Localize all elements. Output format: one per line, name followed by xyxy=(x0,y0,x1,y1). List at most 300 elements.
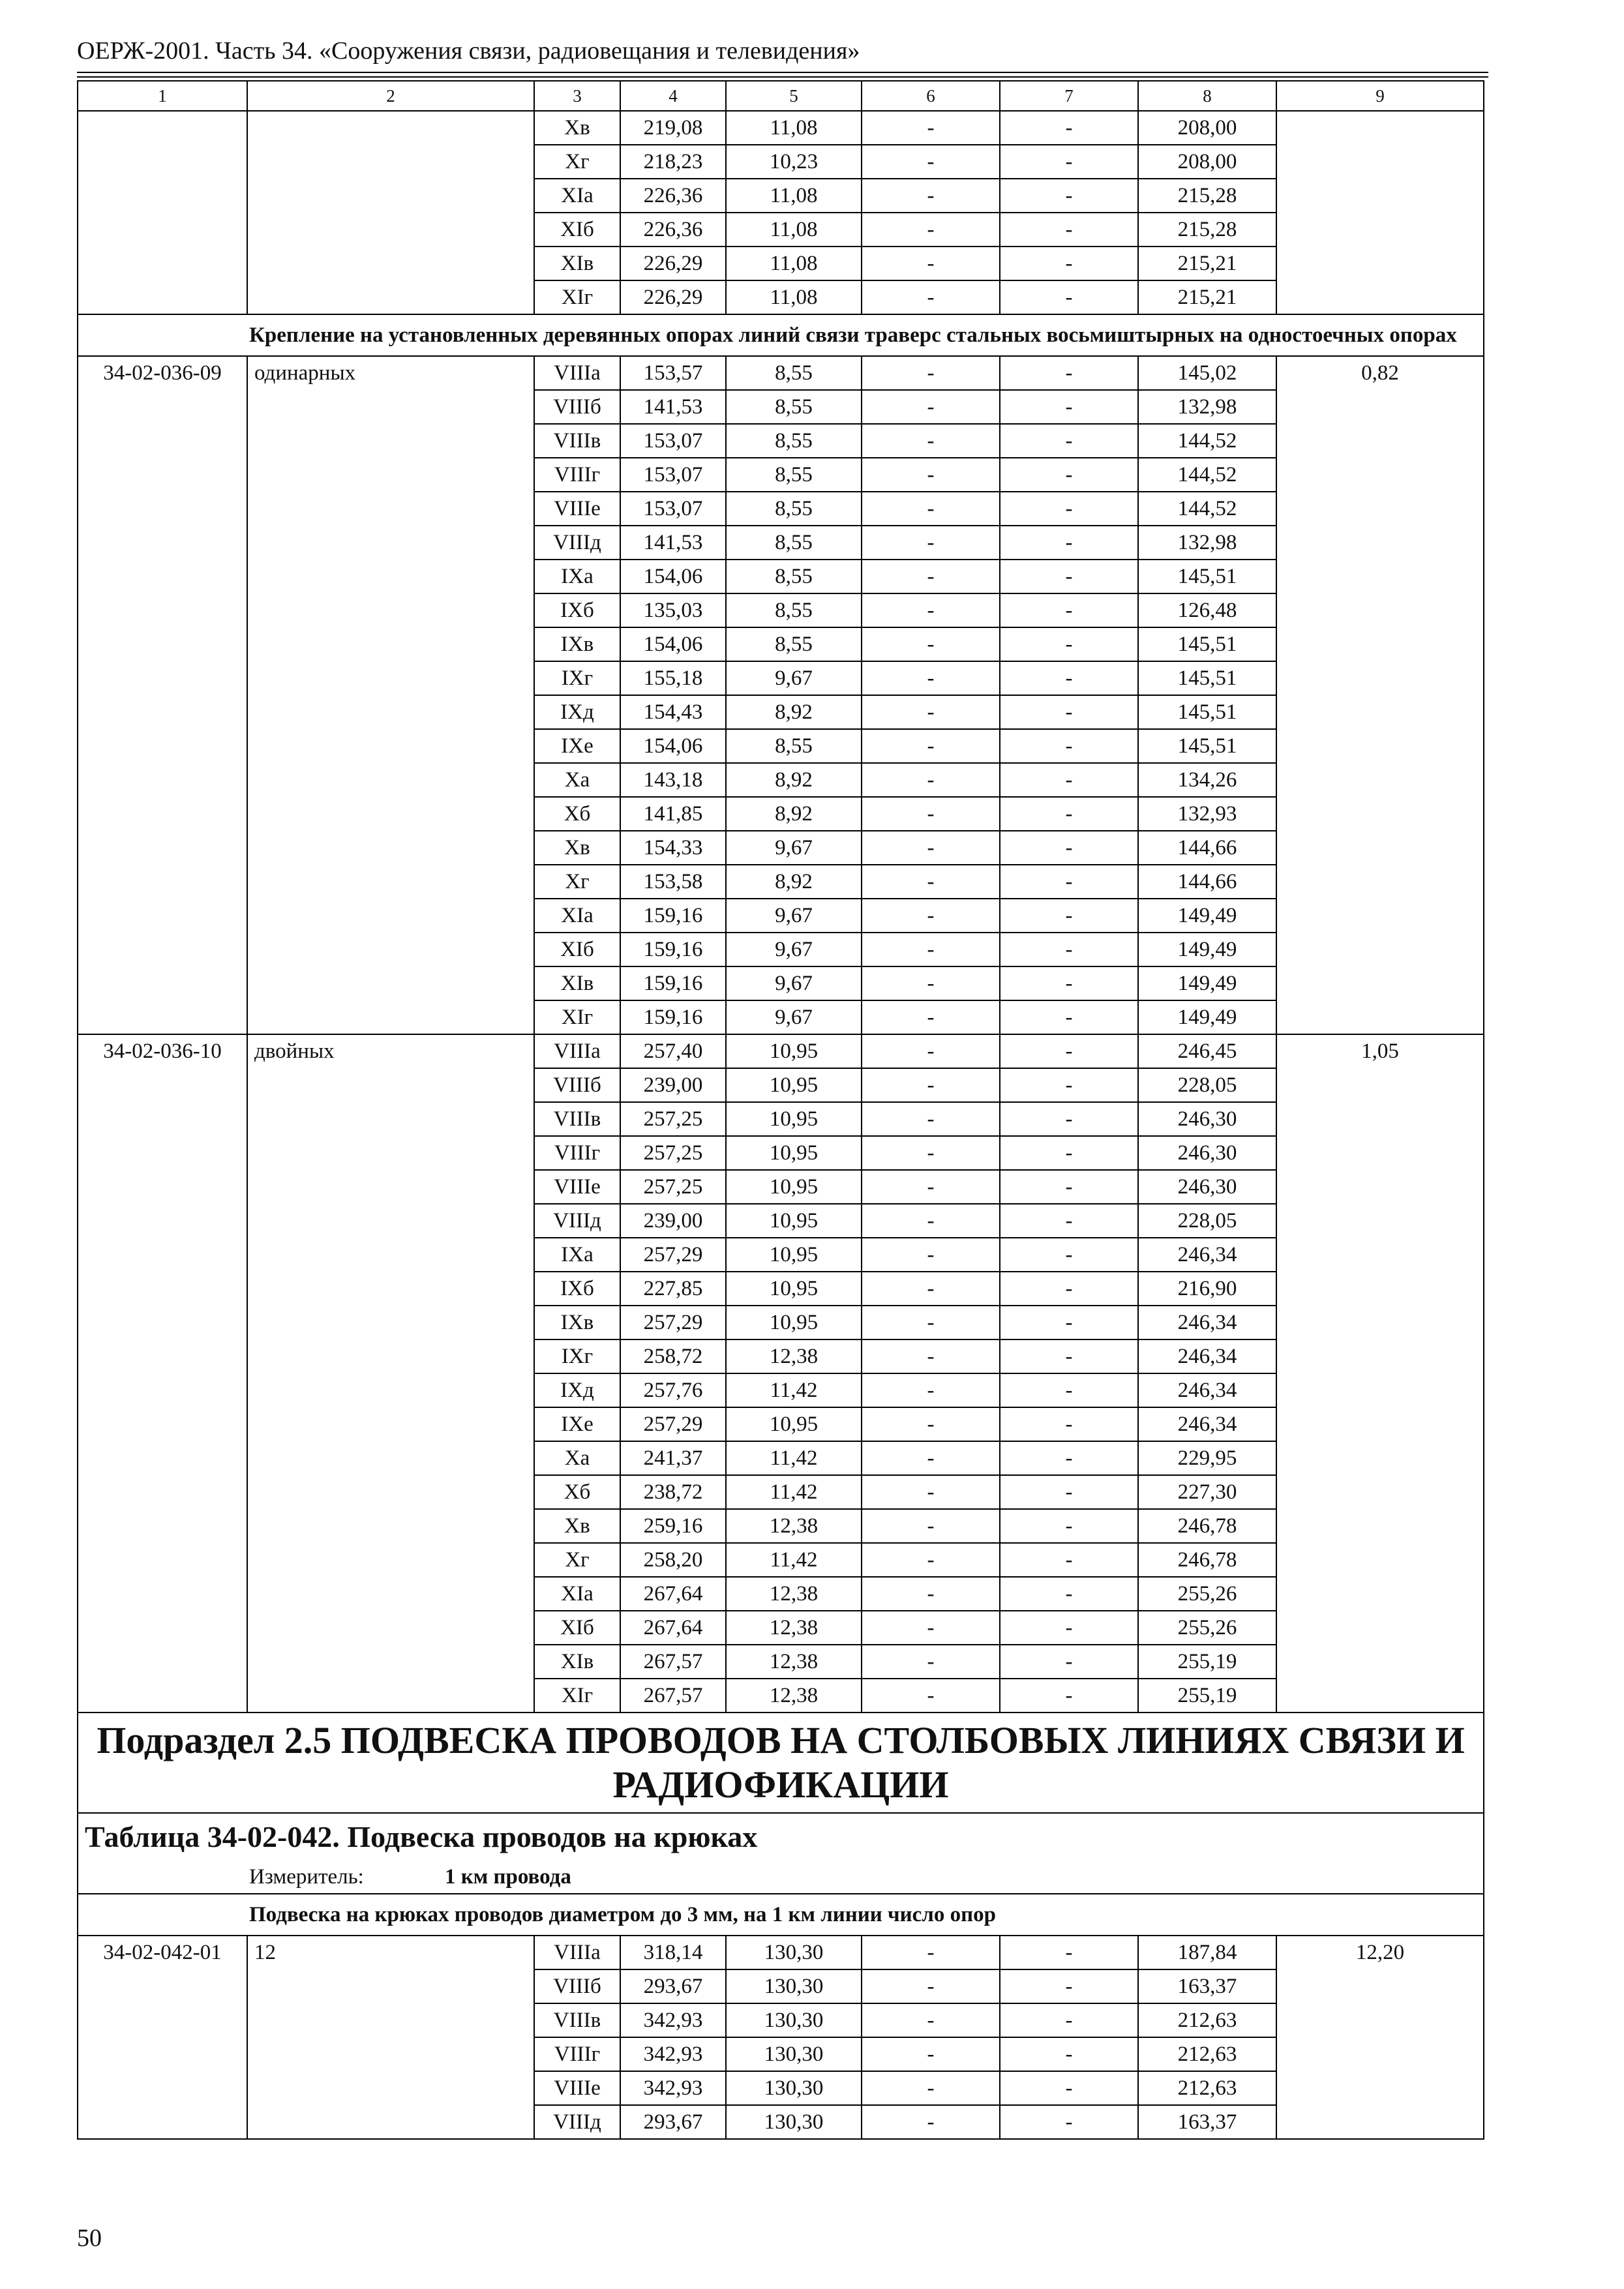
column-number: 2 xyxy=(247,81,534,111)
materials-cell: 145,51 xyxy=(1138,560,1276,593)
wages-cell: 11,08 xyxy=(726,213,862,247)
materials-cell: 126,48 xyxy=(1138,593,1276,627)
labor-cost-cell: 12,20 xyxy=(1276,1936,1484,2139)
region-cell: ХIв xyxy=(534,966,620,1000)
work-name: 12 xyxy=(247,1936,534,2139)
materials-cell: 212,63 xyxy=(1138,2037,1276,2071)
wages-cell: 12,38 xyxy=(726,1577,862,1611)
wages-cell: 8,55 xyxy=(726,458,862,492)
wages-cell: 130,30 xyxy=(726,1969,862,2003)
materials-cell: 187,84 xyxy=(1138,1936,1276,1969)
drivers-wages-cell: - xyxy=(1000,729,1138,763)
total-cost-cell: 293,67 xyxy=(620,2105,726,2139)
materials-cell: 212,63 xyxy=(1138,2003,1276,2037)
materials-cell: 215,28 xyxy=(1138,179,1276,213)
region-cell: VIIIд xyxy=(534,2105,620,2139)
drivers-wages-cell: - xyxy=(1000,213,1138,247)
materials-cell: 255,19 xyxy=(1138,1679,1276,1713)
region-cell: Хв xyxy=(534,831,620,865)
wages-cell: 11,42 xyxy=(726,1441,862,1475)
total-cost-cell: 267,57 xyxy=(620,1645,726,1679)
drivers-wages-cell: - xyxy=(1000,1272,1138,1306)
wages-cell: 9,67 xyxy=(726,933,862,966)
region-cell: IХб xyxy=(534,1272,620,1306)
materials-cell: 132,93 xyxy=(1138,797,1276,831)
wages-cell: 11,08 xyxy=(726,280,862,314)
total-cost-cell: 257,29 xyxy=(620,1306,726,1339)
region-cell: IХе xyxy=(534,729,620,763)
drivers-wages-cell: - xyxy=(1000,1102,1138,1136)
machines-cell: - xyxy=(862,1339,1000,1373)
materials-cell: 246,34 xyxy=(1138,1373,1276,1407)
total-cost-cell: 219,08 xyxy=(620,111,726,145)
column-number: 9 xyxy=(1276,81,1484,111)
table-row xyxy=(78,1936,1484,1969)
wages-cell: 8,55 xyxy=(726,560,862,593)
measure-value: 1 км провода xyxy=(445,1865,571,1889)
section-heading-row xyxy=(78,314,1484,356)
total-cost-cell: 239,00 xyxy=(620,1068,726,1102)
drivers-wages-cell: - xyxy=(1000,593,1138,627)
materials-cell: 228,05 xyxy=(1138,1204,1276,1238)
materials-cell: 132,98 xyxy=(1138,526,1276,560)
machines-cell: - xyxy=(862,899,1000,933)
machines-cell: - xyxy=(862,424,1000,458)
materials-cell: 246,34 xyxy=(1138,1238,1276,1272)
drivers-wages-cell: - xyxy=(1000,2105,1138,2139)
region-cell: VIIIв xyxy=(534,424,620,458)
machines-cell: - xyxy=(862,2037,1000,2071)
column-number: 3 xyxy=(534,81,620,111)
drivers-wages-cell: - xyxy=(1000,526,1138,560)
drivers-wages-cell: - xyxy=(1000,627,1138,661)
section-heading-row xyxy=(78,1894,1484,1936)
wages-cell: 8,55 xyxy=(726,729,862,763)
drivers-wages-cell: - xyxy=(1000,356,1138,390)
materials-cell: 246,78 xyxy=(1138,1509,1276,1543)
materials-cell: 246,30 xyxy=(1138,1170,1276,1204)
region-cell: IХд xyxy=(534,695,620,729)
total-cost-cell: 342,93 xyxy=(620,2003,726,2037)
machines-cell: - xyxy=(862,560,1000,593)
materials-cell: 163,37 xyxy=(1138,2105,1276,2139)
region-cell: ХIб xyxy=(534,213,620,247)
drivers-wages-cell: - xyxy=(1000,1407,1138,1441)
materials-cell: 229,95 xyxy=(1138,1441,1276,1475)
region-cell: VIIIб xyxy=(534,1068,620,1102)
drivers-wages-cell: - xyxy=(1000,1645,1138,1679)
machines-cell: - xyxy=(862,1204,1000,1238)
total-cost-cell: 153,07 xyxy=(620,492,726,526)
materials-cell: 212,63 xyxy=(1138,2071,1276,2105)
total-cost-cell: 218,23 xyxy=(620,145,726,179)
machines-cell: - xyxy=(862,1475,1000,1509)
wages-cell: 11,42 xyxy=(726,1475,862,1509)
machines-cell: - xyxy=(862,1936,1000,1969)
machines-cell: - xyxy=(862,1543,1000,1577)
drivers-wages-cell: - xyxy=(1000,1238,1138,1272)
drivers-wages-cell: - xyxy=(1000,1034,1138,1068)
total-cost-cell: 258,20 xyxy=(620,1543,726,1577)
materials-cell: 149,49 xyxy=(1138,1000,1276,1034)
wages-cell: 8,92 xyxy=(726,797,862,831)
total-cost-cell: 267,64 xyxy=(620,1611,726,1645)
wages-cell: 10,95 xyxy=(726,1272,862,1306)
drivers-wages-cell: - xyxy=(1000,831,1138,865)
machines-cell: - xyxy=(862,1000,1000,1034)
machines-cell: - xyxy=(862,1034,1000,1068)
machines-cell: - xyxy=(862,526,1000,560)
wages-cell: 130,30 xyxy=(726,2003,862,2037)
header-rule xyxy=(77,76,1488,78)
wages-cell: 12,38 xyxy=(726,1509,862,1543)
wages-cell: 10,95 xyxy=(726,1170,862,1204)
region-cell: IХе xyxy=(534,1407,620,1441)
region-cell: Хг xyxy=(534,865,620,899)
table-row xyxy=(78,1034,1484,1068)
column-number-row xyxy=(78,81,1484,111)
machines-cell: - xyxy=(862,247,1000,280)
region-cell: VIIIа xyxy=(534,1936,620,1969)
total-cost-cell: 135,03 xyxy=(620,593,726,627)
machines-cell: - xyxy=(862,729,1000,763)
machines-cell: - xyxy=(862,179,1000,213)
wages-cell: 10,95 xyxy=(726,1068,862,1102)
table-row xyxy=(78,356,1484,390)
drivers-wages-cell: - xyxy=(1000,1543,1138,1577)
wages-cell: 11,08 xyxy=(726,247,862,280)
rate-code: 34-02-042-01 xyxy=(78,1936,247,2139)
materials-cell: 134,26 xyxy=(1138,763,1276,797)
materials-cell: 216,90 xyxy=(1138,1272,1276,1306)
labor-cost-cell xyxy=(1276,111,1484,314)
drivers-wages-cell: - xyxy=(1000,1170,1138,1204)
machines-cell: - xyxy=(862,1102,1000,1136)
materials-cell: 144,66 xyxy=(1138,865,1276,899)
wages-cell: 12,38 xyxy=(726,1645,862,1679)
wages-cell: 9,67 xyxy=(726,1000,862,1034)
materials-cell: 246,30 xyxy=(1138,1102,1276,1136)
wages-cell: 11,42 xyxy=(726,1543,862,1577)
machines-cell: - xyxy=(862,458,1000,492)
total-cost-cell: 227,85 xyxy=(620,1272,726,1306)
region-cell: VIIIг xyxy=(534,1136,620,1170)
total-cost-cell: 267,64 xyxy=(620,1577,726,1611)
page-number: 50 xyxy=(77,2224,102,2252)
drivers-wages-cell: - xyxy=(1000,145,1138,179)
work-name: двойных xyxy=(247,1034,534,1713)
drivers-wages-cell: - xyxy=(1000,1509,1138,1543)
region-cell: Хг xyxy=(534,1543,620,1577)
drivers-wages-cell: - xyxy=(1000,1068,1138,1102)
column-number: 1 xyxy=(78,81,247,111)
column-number: 7 xyxy=(1000,81,1138,111)
total-cost-cell: 241,37 xyxy=(620,1441,726,1475)
drivers-wages-cell: - xyxy=(1000,2071,1138,2105)
drivers-wages-cell: - xyxy=(1000,865,1138,899)
wages-cell: 8,55 xyxy=(726,526,862,560)
materials-cell: 227,30 xyxy=(1138,1475,1276,1509)
total-cost-cell: 226,36 xyxy=(620,213,726,247)
region-cell: VIIIб xyxy=(534,390,620,424)
materials-cell: 208,00 xyxy=(1138,145,1276,179)
table-title: Таблица 34-02-042. Подвеска проводов на крюках xyxy=(78,1813,1484,1861)
column-number: 5 xyxy=(726,81,862,111)
machines-cell: - xyxy=(862,865,1000,899)
region-cell: VIIIд xyxy=(534,1204,620,1238)
total-cost-cell: 257,76 xyxy=(620,1373,726,1407)
materials-cell: 215,21 xyxy=(1138,247,1276,280)
total-cost-cell: 257,25 xyxy=(620,1170,726,1204)
total-cost-cell: 159,16 xyxy=(620,1000,726,1034)
total-cost-cell: 226,29 xyxy=(620,280,726,314)
wages-cell: 12,38 xyxy=(726,1611,862,1645)
machines-cell: - xyxy=(862,390,1000,424)
drivers-wages-cell: - xyxy=(1000,280,1138,314)
materials-cell: 255,26 xyxy=(1138,1611,1276,1645)
wages-cell: 11,08 xyxy=(726,111,862,145)
machines-cell: - xyxy=(862,1136,1000,1170)
region-cell: IХг xyxy=(534,1339,620,1373)
region-cell: VIIIд xyxy=(534,526,620,560)
materials-cell: 145,51 xyxy=(1138,627,1276,661)
drivers-wages-cell: - xyxy=(1000,1000,1138,1034)
total-cost-cell: 141,85 xyxy=(620,797,726,831)
total-cost-cell: 154,43 xyxy=(620,695,726,729)
drivers-wages-cell: - xyxy=(1000,661,1138,695)
region-cell: Хв xyxy=(534,1509,620,1543)
materials-cell: 149,49 xyxy=(1138,933,1276,966)
drivers-wages-cell: - xyxy=(1000,695,1138,729)
materials-cell: 246,45 xyxy=(1138,1034,1276,1068)
total-cost-cell: 159,16 xyxy=(620,966,726,1000)
drivers-wages-cell: - xyxy=(1000,1969,1138,2003)
header-rule xyxy=(77,72,1488,73)
wages-cell: 130,30 xyxy=(726,1936,862,1969)
total-cost-cell: 154,06 xyxy=(620,729,726,763)
drivers-wages-cell: - xyxy=(1000,899,1138,933)
total-cost-cell: 259,16 xyxy=(620,1509,726,1543)
total-cost-cell: 257,25 xyxy=(620,1102,726,1136)
materials-cell: 246,34 xyxy=(1138,1339,1276,1373)
wages-cell: 9,67 xyxy=(726,966,862,1000)
materials-cell: 255,26 xyxy=(1138,1577,1276,1611)
region-cell: Хб xyxy=(534,797,620,831)
drivers-wages-cell: - xyxy=(1000,1611,1138,1645)
materials-cell: 149,49 xyxy=(1138,899,1276,933)
region-cell: IХд xyxy=(534,1373,620,1407)
column-number: 4 xyxy=(620,81,726,111)
machines-cell: - xyxy=(862,1577,1000,1611)
wages-cell: 12,38 xyxy=(726,1679,862,1713)
total-cost-cell: 154,06 xyxy=(620,627,726,661)
machines-cell: - xyxy=(862,1238,1000,1272)
region-cell: VIIIв xyxy=(534,1102,620,1136)
region-cell: Хв xyxy=(534,111,620,145)
drivers-wages-cell: - xyxy=(1000,2003,1138,2037)
materials-cell: 145,51 xyxy=(1138,661,1276,695)
measure-row xyxy=(78,1861,1484,1894)
wages-cell: 10,95 xyxy=(726,1034,862,1068)
region-cell: Ха xyxy=(534,1441,620,1475)
machines-cell: - xyxy=(862,627,1000,661)
wages-cell: 10,95 xyxy=(726,1306,862,1339)
region-cell: VIIIг xyxy=(534,2037,620,2071)
wages-cell: 8,92 xyxy=(726,865,862,899)
drivers-wages-cell: - xyxy=(1000,1373,1138,1407)
section-heading: Подвеска на крюках проводов диаметром до 3 мм, на 1 км линии число опор xyxy=(78,1894,1484,1936)
drivers-wages-cell: - xyxy=(1000,1204,1138,1238)
total-cost-cell: 159,16 xyxy=(620,899,726,933)
region-cell: ХIг xyxy=(534,1000,620,1034)
total-cost-cell: 258,72 xyxy=(620,1339,726,1373)
table-row xyxy=(78,111,1484,145)
wages-cell: 9,67 xyxy=(726,661,862,695)
wages-cell: 10,95 xyxy=(726,1204,862,1238)
drivers-wages-cell: - xyxy=(1000,111,1138,145)
total-cost-cell: 155,18 xyxy=(620,661,726,695)
measure-label: Измеритель: xyxy=(249,1865,364,1889)
machines-cell: - xyxy=(862,593,1000,627)
wages-cell: 8,55 xyxy=(726,593,862,627)
total-cost-cell: 257,29 xyxy=(620,1238,726,1272)
region-cell: VIIIа xyxy=(534,356,620,390)
drivers-wages-cell: - xyxy=(1000,933,1138,966)
total-cost-cell: 257,29 xyxy=(620,1407,726,1441)
rate-code: 34-02-036-10 xyxy=(78,1034,247,1713)
total-cost-cell: 159,16 xyxy=(620,933,726,966)
machines-cell: - xyxy=(862,1306,1000,1339)
total-cost-cell: 257,25 xyxy=(620,1136,726,1170)
drivers-wages-cell: - xyxy=(1000,560,1138,593)
table-title-row xyxy=(78,1813,1484,1861)
materials-cell: 215,28 xyxy=(1138,213,1276,247)
machines-cell: - xyxy=(862,763,1000,797)
drivers-wages-cell: - xyxy=(1000,1577,1138,1611)
wages-cell: 12,38 xyxy=(726,1339,862,1373)
machines-cell: - xyxy=(862,1611,1000,1645)
rate-code: 34-02-036-09 xyxy=(78,356,247,1034)
total-cost-cell: 342,93 xyxy=(620,2037,726,2071)
region-cell: VIIIв xyxy=(534,2003,620,2037)
machines-cell: - xyxy=(862,356,1000,390)
materials-cell: 246,30 xyxy=(1138,1136,1276,1170)
machines-cell: - xyxy=(862,1407,1000,1441)
wages-cell: 8,55 xyxy=(726,627,862,661)
drivers-wages-cell: - xyxy=(1000,247,1138,280)
materials-cell: 246,34 xyxy=(1138,1306,1276,1339)
total-cost-cell: 239,00 xyxy=(620,1204,726,1238)
wages-cell: 11,08 xyxy=(726,179,862,213)
total-cost-cell: 267,57 xyxy=(620,1679,726,1713)
machines-cell: - xyxy=(862,2105,1000,2139)
drivers-wages-cell: - xyxy=(1000,492,1138,526)
wages-cell: 8,55 xyxy=(726,390,862,424)
drivers-wages-cell: - xyxy=(1000,797,1138,831)
subsection-title: Подраздел 2.5 ПОДВЕСКА ПРОВОДОВ НА СТОЛБОВЫХ ЛИНИЯХ СВЯЗИ И РАДИОФИКАЦИИ xyxy=(78,1713,1484,1813)
labor-cost-cell: 0,82 xyxy=(1276,356,1484,1034)
drivers-wages-cell: - xyxy=(1000,1936,1138,1969)
wages-cell: 130,30 xyxy=(726,2071,862,2105)
machines-cell: - xyxy=(862,1969,1000,2003)
subsection-row xyxy=(78,1713,1484,1813)
column-number: 8 xyxy=(1138,81,1276,111)
region-cell: ХIв xyxy=(534,1645,620,1679)
region-cell: VIIIе xyxy=(534,2071,620,2105)
region-cell: ХIг xyxy=(534,280,620,314)
drivers-wages-cell: - xyxy=(1000,179,1138,213)
region-cell: Ха xyxy=(534,763,620,797)
region-cell: ХIб xyxy=(534,933,620,966)
materials-cell: 144,52 xyxy=(1138,458,1276,492)
wages-cell: 8,55 xyxy=(726,492,862,526)
drivers-wages-cell: - xyxy=(1000,458,1138,492)
total-cost-cell: 318,14 xyxy=(620,1936,726,1969)
wages-cell: 8,55 xyxy=(726,424,862,458)
total-cost-cell: 226,36 xyxy=(620,179,726,213)
drivers-wages-cell: - xyxy=(1000,1339,1138,1373)
machines-cell: - xyxy=(862,1509,1000,1543)
machines-cell: - xyxy=(862,280,1000,314)
materials-cell: 163,37 xyxy=(1138,1969,1276,2003)
wages-cell: 8,55 xyxy=(726,356,862,390)
total-cost-cell: 153,07 xyxy=(620,424,726,458)
region-cell: IХа xyxy=(534,1238,620,1272)
machines-cell: - xyxy=(862,1373,1000,1407)
drivers-wages-cell: - xyxy=(1000,966,1138,1000)
machines-cell: - xyxy=(862,145,1000,179)
total-cost-cell: 143,18 xyxy=(620,763,726,797)
total-cost-cell: 257,40 xyxy=(620,1034,726,1068)
materials-cell: 145,51 xyxy=(1138,695,1276,729)
machines-cell: - xyxy=(862,2071,1000,2105)
region-cell: VIIIа xyxy=(534,1034,620,1068)
region-cell: ХIв xyxy=(534,247,620,280)
wages-cell: 8,92 xyxy=(726,695,862,729)
region-cell: Хб xyxy=(534,1475,620,1509)
materials-cell: 144,52 xyxy=(1138,424,1276,458)
wages-cell: 9,67 xyxy=(726,831,862,865)
materials-cell: 145,51 xyxy=(1138,729,1276,763)
total-cost-cell: 154,33 xyxy=(620,831,726,865)
machines-cell: - xyxy=(862,2003,1000,2037)
wages-cell: 10,95 xyxy=(726,1238,862,1272)
region-cell: IХв xyxy=(534,627,620,661)
wages-cell: 8,92 xyxy=(726,763,862,797)
drivers-wages-cell: - xyxy=(1000,763,1138,797)
machines-cell: - xyxy=(862,933,1000,966)
total-cost-cell: 238,72 xyxy=(620,1475,726,1509)
total-cost-cell: 293,67 xyxy=(620,1969,726,2003)
machines-cell: - xyxy=(862,492,1000,526)
machines-cell: - xyxy=(862,1679,1000,1713)
total-cost-cell: 141,53 xyxy=(620,390,726,424)
rates-table xyxy=(77,80,1484,2140)
section-heading: Крепление на установленных деревянных опорах линий связи траверс стальных восьмиштырных на одностоечных опорах xyxy=(78,314,1484,356)
materials-cell: 144,52 xyxy=(1138,492,1276,526)
drivers-wages-cell: - xyxy=(1000,2037,1138,2071)
machines-cell: - xyxy=(862,695,1000,729)
machines-cell: - xyxy=(862,111,1000,145)
column-number: 6 xyxy=(862,81,1000,111)
materials-cell: 132,98 xyxy=(1138,390,1276,424)
region-cell: ХIа xyxy=(534,179,620,213)
drivers-wages-cell: - xyxy=(1000,1136,1138,1170)
region-cell: IХг xyxy=(534,661,620,695)
total-cost-cell: 154,06 xyxy=(620,560,726,593)
rate-code xyxy=(78,111,247,314)
region-cell: ХIа xyxy=(534,899,620,933)
